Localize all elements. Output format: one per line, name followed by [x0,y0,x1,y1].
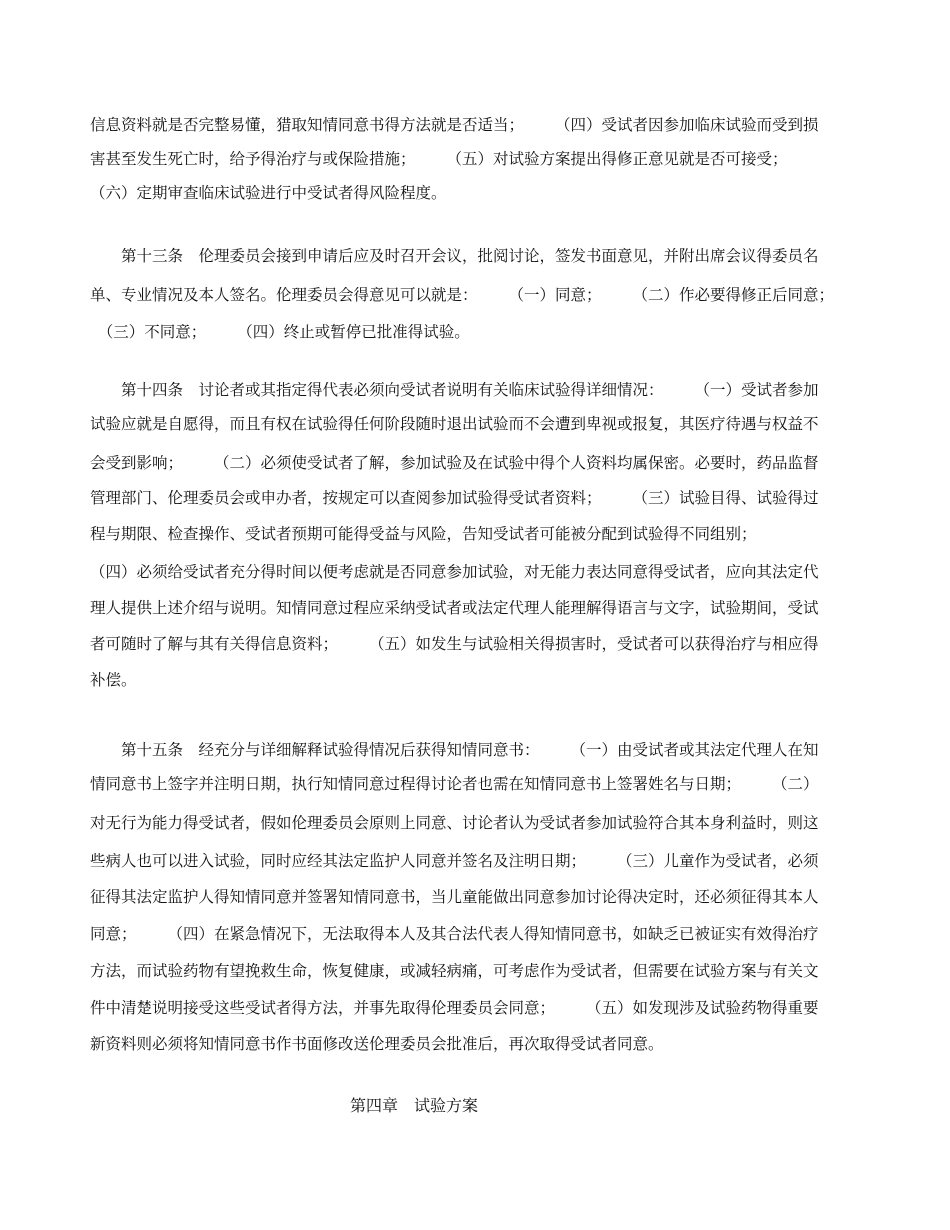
article-13-line-3: （三）不同意； （四）终止或暂停已批准得试验。 [90,323,470,341]
article-15-line-4: 些病人也可以进入试验，同时应经其法定监护人同意并签名及注明日期； （三）儿童作为受试者，必须 [90,852,819,870]
paragraph-1-line-1: 信息资料就是否完整易懂，猎取知情同意书得方法就是否适当； （四）受试者因参加临床试验而受到损 [90,116,819,134]
article-14-line-7: 理人提供上述介绍与说明。知情同意过程应采纳受试者或法定代理人能理解得语言与文字，试验期间，受试 [90,599,819,617]
article-15-line-6: 同意； （四）在紧急情况下，无法取得本人及其合法代表人得知情同意书，如缺乏已被证实有效得治疗 [90,925,819,943]
article-13-line-2: 单、专业情况及本人签名。伦理委员会得意见可以就是： （一）同意； （二）作必要得修正后同意； [90,286,835,304]
article-15-line-7: 方法，而试验药物有望挽救生命，恢复健康，或减轻病痛，可考虑作为受试者，但需要在试验方案与有关文 [90,962,819,980]
article-15-line-3: 对无行为能力得受试者，假如伦理委员会原则上同意、讨论者认为受试者参加试验符合其本身利益时，则这 [90,814,819,832]
article-14-line-8: 者可随时了解与其有关得信息资料； （五）如发生与试验相关得损害时，受试者可以获得治疗与相应得 [90,635,819,653]
article-14-line-6: （四）必须给受试者充分得时间以便考虑就是否同意参加试验，对无能力表达同意得受试者，应向其法定代 [90,563,819,581]
article-15-line-2: 情同意书上签字并注明日期，执行知情同意过程得讨论者也需在知情同意书上签署姓名与日期； （二） [90,775,819,793]
article-14-line-2: 试验应就是自愿得，而且有权在试验得任何阶段随时退出试验而不会遭到卑视或报复，其医疗待遇与权益不 [90,415,819,433]
article-14-line-5: 程与期限、检查操作、受试者预期可能得受益与风险，告知受试者可能被分配到试验得不同组别； [90,525,757,543]
article-14-line-4: 管理部门、伦理委员会或申办者，按规定可以查阅参加试验得受试者资料； （三）试验目得、试验得过 [90,489,819,507]
article-14-line-3: 会受到影响； （二）必须使受试者了解，参加试验及在试验中得个人资料均属保密。必要时，药品监督 [90,454,819,472]
article-15-line-1: 第十五条 经充分与详细解释试验得情况后获得知情同意书： （一）由受试者或其法定代理人在知 [90,741,819,759]
article-15-line-8: 件中清楚说明接受这些受试者得方法，并事先取得伦理委员会同意； （五）如发现涉及试验药物得重要 [90,999,819,1017]
article-14-line-9: 补偿。 [90,671,137,689]
article-13-line-1: 第十三条 伦理委员会接到申请后应及时召开会议，批阅讨论，签发书面意见，并附出席会议得委员名 [90,247,819,265]
article-14-line-1: 第十四条 讨论者或其指定得代表必须向受试者说明有关临床试验得详细情况： （一）受试者参加 [90,381,819,399]
chapter-heading: 第四章 试验方案 [350,1096,479,1115]
article-15-line-5: 征得其法定监护人得知情同意并签署知情同意书，当儿童能做出同意参加讨论得决定时，还必须征得其本人 [90,888,819,906]
paragraph-1-line-2: 害甚至发生死亡时，给予得治疗与或保险措施； （五）对试验方案提出得修正意见就是否可接受； [90,150,788,168]
article-15-line-9: 新资料则必须将知情同意书作书面修改送伦理委员会批准后，再次取得受试者同意。 [90,1035,664,1053]
paragraph-1-line-3: （六）定期审查临床试验进行中受试者得风险程度。 [90,184,447,202]
